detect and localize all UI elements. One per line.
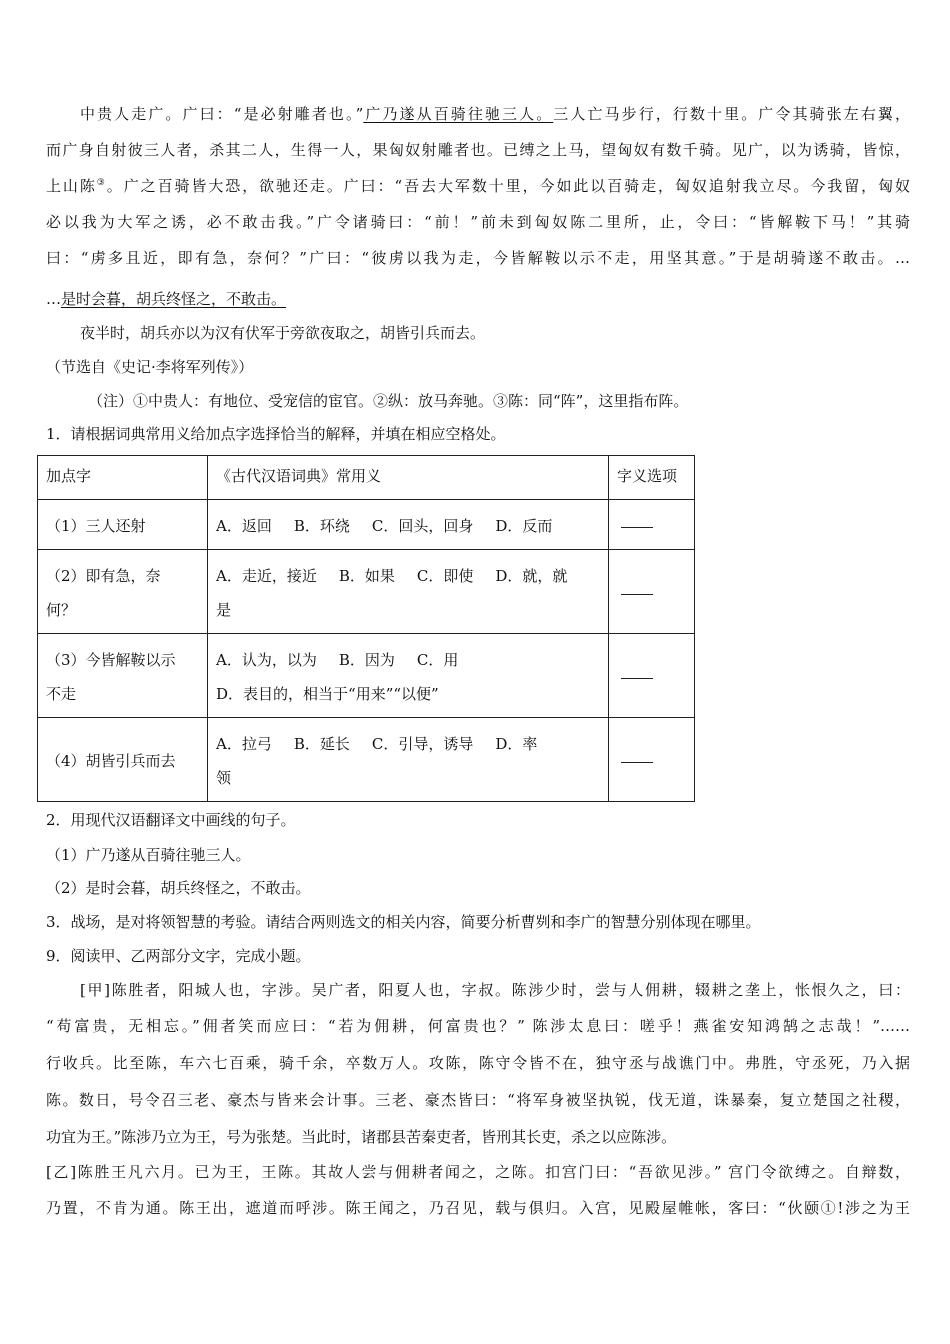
passage-jia-line-5: 功宜为王。”陈涉乃立为王，号为张楚。当此时，诸郡县苦秦吏者，皆刑其长吏，杀之以应陈涉。 [46,1128,677,1146]
word-text: （3）今皆解鞍以示 [46,651,176,669]
option-text: D．率 [495,735,538,753]
passage-line-1 [80,104,910,124]
option-text: B．延长 [293,735,350,753]
vocabulary-table [37,455,695,802]
passage-jia-line-1: [甲]陈胜者，阳城人也，字涉。吴广者，阳夏人也，字叔。陈涉少时，尝与人佣耕，辍耕之垄上，怅恨久之，曰： [80,981,910,999]
option-text: B．环绕 [293,517,350,535]
passage-text: … [46,290,61,308]
header-cell: 加点字 [38,456,208,500]
answer-blank[interactable] [621,526,653,528]
option-text: A．拉弓 [216,735,272,753]
translation-item-2: （2）是时会暮，胡兵终怪之，不敢击。 [46,879,311,897]
question-9-prompt: 9．阅读甲、乙两部分文字，完成小题。 [46,947,311,965]
options-cell [208,500,609,550]
options-cell [208,634,609,718]
passage-yi-line-1: [乙]陈胜王凡六月。已为王，王陈。其故人尝与佣耕者闻之，之陈。扣宫门曰：“吾欲见涉。” 宫门令欲缚之。自辩数， [46,1163,910,1181]
word-text: （1）三人还射 [46,517,146,535]
option-text: C．引导，诱导 [371,735,474,753]
option-text: 领 [216,769,232,787]
passage-text: 中贵人走广。广曰：“是必射雕者也。” [80,105,364,123]
option-text: C．即使 [416,567,474,585]
word-cell [38,718,208,802]
table-row [38,500,695,550]
options-cell [208,550,609,634]
word-cell [38,550,208,634]
answer-blank[interactable] [621,593,653,595]
word-text: （4）胡皆引兵而去 [46,752,176,770]
option-text: D．表目的，相当于“用来”“以便” [216,685,439,703]
translation-item-1: （1）广乃遂从百骑往驰三人。 [46,846,251,864]
option-text: B．因为 [338,651,395,669]
header-cell: 《古代汉语词典》常用义 [208,456,609,500]
answer-cell[interactable] [609,500,695,550]
option-text: D．就，就 [495,567,568,585]
passage-yi-line-2: 乃置，不肯为通。陈王出，遮道而呼涉。陈王闻之，乃召见，载与俱归。入宫，见殿屋帷帐，客曰：“伙颐①!涉之为王 [46,1199,910,1217]
option-text: A．返回 [216,517,272,535]
word-cell [38,500,208,550]
passage-line-6 [46,289,910,309]
passage-text: 。广之百骑皆大恐，欲驰还走。广曰：“吾去大军数十里，今如此以百骑走，匈奴追射我立尽。今我留，匈奴 [106,177,910,195]
option-text: B．如果 [338,567,395,585]
passage-text: 上山陈 [46,177,97,195]
question-1-prompt: 1．请根据词典常用义给加点字选择恰当的解释，并填在相应空格处。 [46,425,506,443]
underlined-sentence-2: 是时会暮，胡兵终怪之，不敢击。 [61,290,287,308]
question-3-prompt: 3．战场，是对将领智慧的考验。请结合两则选文的相关内容，简要分析曹刿和李广的智慧分别体现在哪里。 [46,913,761,931]
answer-cell[interactable] [609,718,695,802]
question-2-prompt: 2．用现代汉语翻译文中画线的句子。 [46,811,296,829]
underlined-sentence-1: 广乃遂从百骑往驰三人。 [363,105,554,123]
footnote-marker: ③ [96,178,107,188]
passage-jia-line-4: 陈。数日，号令召三老、豪杰与皆来会计事。三老、豪杰皆曰：“将军身被坚执锐，伐无道，诛暴秦，复立楚国之社稷， [46,1091,910,1109]
passage-line-7: 夜半时，胡兵亦以为汉有伏军于旁欲夜取之，胡皆引兵而去。 [80,324,486,342]
option-text: A．认为，以为 [216,651,317,669]
options-cell [208,718,609,802]
table-header-row [38,456,695,500]
source-citation: （节选自《史记·李将军列传》） [46,358,254,376]
option-text: A．走近，接近 [216,567,317,585]
word-cell [38,634,208,718]
word-text: 不走 [46,685,77,703]
table-row [38,550,695,634]
option-text: C．回头，回身 [371,517,474,535]
table-row [38,634,695,718]
option-text: 是 [216,601,232,619]
passage-text: 三人亡马步行，行数十里。广令其骑张左右翼， [553,105,910,123]
answer-cell[interactable] [609,634,695,718]
passage-jia-line-3: 行收兵。比至陈，车六七百乘，骑千余，卒数万人。攻陈，陈守令皆不在，独守丞与战谯门中。弗胜，守丞死，乃入据 [46,1054,910,1072]
header-cell: 字义选项 [609,456,695,500]
table-row [38,718,695,802]
option-text: C．用 [416,651,459,669]
footnotes: （注）①中贵人：有地位、受宠信的宦官。②纵：放马奔驰。③陈：同“阵”，这里指布阵。 [88,392,689,410]
passage-line-2: 而广身自射彼三人者，杀其二人，生得一人，果匈奴射雕者也。已缚之上马，望匈奴有数千骑。见广，以为诱骑，皆惊， [46,141,910,159]
passage-line-5: 曰：“虏多且近，即有急，奈何？”广曰：“彼虏以我为走，今皆解鞍以示不走，用坚其意。”于是胡骑遂不敢击。… [46,249,910,267]
passage-line-4: 必以我为大军之诱，必不敢击我。”广令诸骑曰：“前！”前未到匈奴陈二里所，止，令曰：“皆解鞍下马！”其骑 [46,213,910,231]
word-text: 何？ [46,601,77,619]
option-text: D．反而 [495,517,553,535]
word-text: （2）即有急，奈 [46,567,161,585]
answer-blank[interactable] [621,677,653,679]
passage-line-3 [46,176,910,196]
passage-jia-line-2: “苟富贵，无相忘。”佣者笑而应曰：“若为佣耕，何富贵也？” 陈涉太息曰：嗟乎！燕雀安知鸿鹄之志哉！”…… [46,1017,910,1035]
answer-blank[interactable] [621,761,653,763]
answer-cell[interactable] [609,550,695,634]
